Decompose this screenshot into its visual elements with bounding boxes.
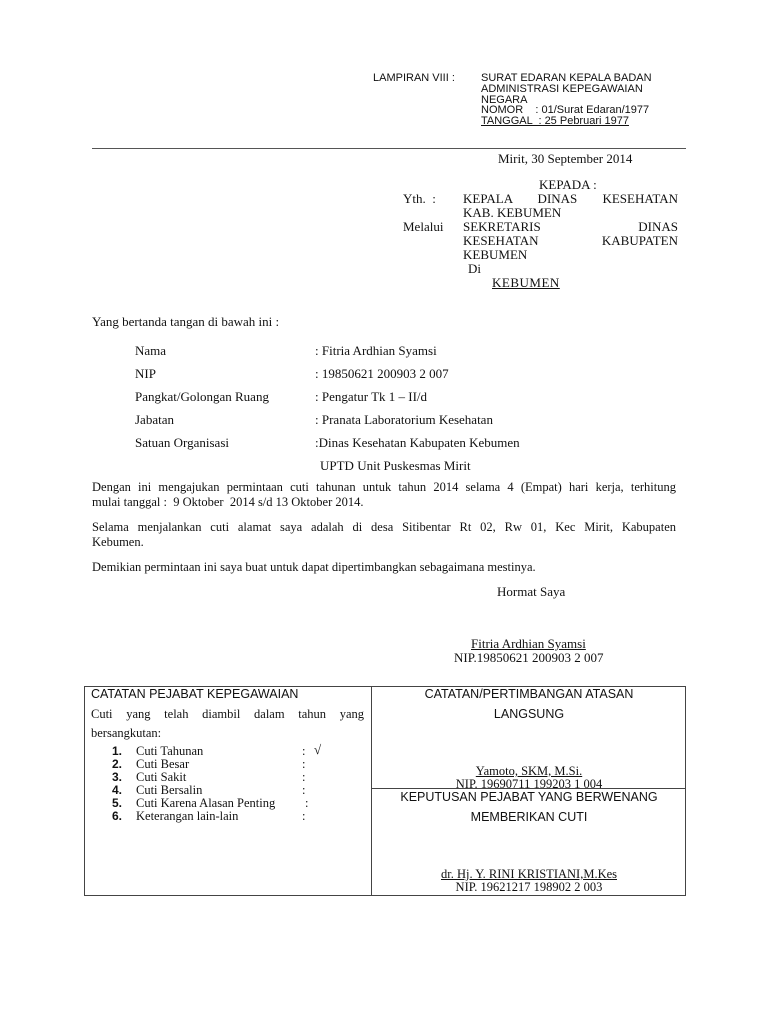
- di-label: Di: [468, 261, 481, 276]
- leave-item-colon: :: [302, 809, 306, 823]
- leave-item-number: 1.: [112, 744, 123, 758]
- lampiran-label: LAMPIRAN VIII :: [373, 72, 455, 84]
- leave-item-colon: :: [302, 744, 306, 758]
- right-cell-title-line-2: LANGSUNG: [493, 707, 565, 721]
- superior-name: Yamoto, SKM, M.Si.: [475, 764, 583, 778]
- melalui-line-3: KEBUMEN: [463, 247, 528, 262]
- yth-label: Yth. :: [403, 191, 436, 206]
- header-line-2: ADMINISTRASI KEPEGAWAIAN: [481, 83, 643, 95]
- kepada-label: KEPADA :: [539, 177, 597, 192]
- identity-label: Pangkat/Golongan Ruang: [135, 389, 269, 404]
- leave-item-colon: :: [302, 770, 306, 784]
- official-name: dr. Hj. Y. RINI KRISTIANI,M.Kes: [440, 867, 618, 881]
- left-cell-title: CATATAN PEJABAT KEPEGAWAIAN: [91, 687, 299, 701]
- paragraph-closing: Demikian permintaan ini saya buat untuk dapat dipertimbangkan sebagaimana mestinya.: [92, 560, 536, 574]
- header-divider: [92, 148, 686, 149]
- signer-name: Fitria Ardhian Syamsi: [471, 636, 586, 651]
- identity-label: NIP: [135, 366, 156, 381]
- melalui-line-2: KESEHATAN KABUPATEN: [463, 233, 678, 248]
- superior-nip: NIP. 19690711 199203 1 004: [455, 777, 603, 791]
- paragraph-request-line-1: Dengan ini mengajukan permintaan cuti tahunan untuk tahun 2014 selama 4 (Empat) hari kerja, terhitung: [92, 480, 676, 494]
- yth-line-2: KAB. KEBUMEN: [463, 205, 562, 220]
- paragraph-request-line-2: mulai tanggal : 9 Oktober 2014 s/d 13 Oktober 2014.: [92, 495, 364, 509]
- identity-value: : Pranata Laboratorium Kesehatan: [315, 412, 493, 427]
- leave-item-label: Cuti Bersalin: [136, 783, 203, 797]
- header-nomor: NOMOR : 01/Surat Edaran/1977: [481, 104, 650, 116]
- unit-line: UPTD Unit Puskesmas Mirit: [320, 458, 471, 473]
- date-line: Mirit, 30 September 2014: [498, 151, 633, 166]
- paragraph-address-line-1: Selama menjalankan cuti alamat saya adalah di desa Sitibentar Rt 02, Rw 01, Kec Mirit, Kabupaten: [92, 520, 676, 534]
- leave-item-colon: :: [302, 757, 306, 771]
- leave-item-colon: :: [302, 783, 306, 797]
- left-cell-text-line-2: bersangkutan:: [91, 726, 162, 740]
- leave-item-label: Cuti Karena Alasan Penting: [136, 796, 276, 810]
- decision-title-line-1: KEPUTUSAN PEJABAT YANG BERWENANG: [400, 790, 658, 804]
- leave-item-colon: :: [305, 796, 309, 810]
- leave-item-label: Cuti Tahunan: [136, 744, 204, 758]
- identity-label: Satuan Organisasi: [135, 435, 229, 450]
- yth-line-1: KEPALA DINAS KESEHATAN: [463, 191, 678, 206]
- identity-value: :Dinas Kesehatan Kabupaten Kebumen: [315, 435, 520, 450]
- left-cell-text-line-1: Cuti yang telah diambil dalam tahun yang: [91, 707, 364, 721]
- leave-item-label: Keterangan lain-lain: [136, 809, 239, 823]
- intro-text: Yang bertanda tangan di bawah ini :: [92, 314, 280, 329]
- paragraph-address-line-2: Kebumen.: [92, 535, 144, 549]
- check-mark: √: [314, 742, 322, 757]
- leave-item-number: 4.: [112, 783, 123, 797]
- city-label: KEBUMEN: [492, 275, 560, 290]
- leave-item-label: Cuti Besar: [136, 757, 190, 771]
- identity-label: Nama: [135, 343, 167, 358]
- decision-title-line-2: MEMBERIKAN CUTI: [470, 810, 588, 824]
- header-line-1: SURAT EDARAN KEPALA BADAN: [481, 72, 652, 84]
- closing-greeting: Hormat Saya: [497, 584, 566, 599]
- melalui-line-1: SEKRETARIS DINAS: [463, 219, 678, 234]
- identity-label: Jabatan: [135, 412, 174, 427]
- leave-item-number: 3.: [112, 770, 123, 784]
- official-nip: NIP. 19621217 198902 2 003: [455, 880, 603, 894]
- identity-value: : Fitria Ardhian Syamsi: [315, 343, 437, 358]
- identity-value: : 19850621 200903 2 007: [315, 366, 449, 381]
- header-tanggal: TANGGAL : 25 Pebruari 1977: [481, 115, 629, 127]
- leave-item-number: 2.: [112, 757, 123, 771]
- header-line-3: NEGARA: [481, 94, 528, 106]
- leave-item-number: 5.: [112, 796, 123, 810]
- signer-nip: NIP.19850621 200903 2 007: [454, 650, 604, 665]
- leave-item-label: Cuti Sakit: [136, 770, 187, 784]
- leave-item-number: 6.: [112, 809, 123, 823]
- identity-value: : Pengatur Tk 1 – II/d: [315, 389, 428, 404]
- right-cell-title-line-1: CATATAN/PERTIMBANGAN ATASAN: [424, 687, 634, 701]
- melalui-label: Melalui: [403, 219, 444, 234]
